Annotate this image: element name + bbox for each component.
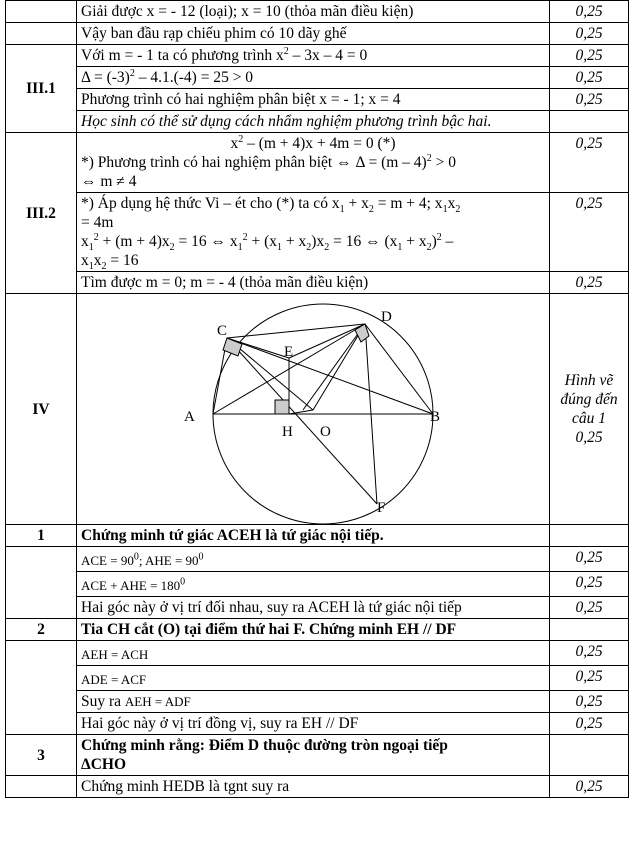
figure-note-3: câu 1 <box>571 410 606 427</box>
answer-text: Với m = - 1 ta có phương trình $x^2 - 3x - 4 = 0$ <box>77 45 550 67</box>
score: 0,25 <box>550 45 629 67</box>
table-row <box>6 133 629 193</box>
label-c: C <box>217 323 228 339</box>
question-number: 3 <box>6 735 77 776</box>
answer-text <box>77 193 550 272</box>
answer-text: Giải được x = - 12 (loại); x = 10 (thỏa mãn điều kiện) <box>77 1 550 23</box>
table-row <box>6 111 629 133</box>
label-h: H <box>282 424 293 440</box>
condition-result: ⇔ m ≠ 4 <box>81 173 137 190</box>
score <box>550 525 629 547</box>
table-row <box>6 641 629 666</box>
table-row <box>6 193 629 272</box>
answer-text: Tìm được m = 0; m = - 4 (thỏa mãn điều kiện) <box>77 272 550 294</box>
answer-text <box>77 133 550 193</box>
segment-cb <box>227 338 433 414</box>
vieta-line-2: = 4m <box>81 214 114 231</box>
figure-score <box>550 294 629 525</box>
table-row <box>6 572 629 597</box>
note-text: Học sinh có thể sử dụng cách nhẩm nghiệm phương trình bậc hai. <box>77 111 550 133</box>
section-cell <box>6 23 77 45</box>
table-row <box>6 713 629 735</box>
score: 0,25 <box>550 776 629 798</box>
score: 0,25 <box>550 713 629 735</box>
figure-note-2: đúng đến <box>560 391 618 408</box>
score: 0,25 <box>550 23 629 45</box>
score: 0,25 <box>550 691 629 713</box>
geometry-figure <box>77 294 547 524</box>
score: 0,25 <box>575 429 603 446</box>
answer-text: ACE + AHE = $180^0$ <box>77 572 550 597</box>
table-row <box>6 666 629 691</box>
right-angle-mark-h <box>275 400 289 414</box>
segment-do <box>313 324 365 410</box>
table-row <box>6 619 629 641</box>
label-a: A <box>184 409 195 425</box>
answer-text: ACE = $90^0$; AHE = $90^0$ <box>77 547 550 572</box>
score: 0,25 <box>550 547 629 572</box>
table-row <box>6 23 629 45</box>
label-o: O <box>320 424 331 440</box>
score: 0,25 <box>550 193 629 272</box>
answer-text: $\Delta = (-3)^2 - 4.1.(-4) = 25 > 0$ <box>77 67 550 89</box>
table-row <box>6 525 629 547</box>
score <box>550 619 629 641</box>
vieta-line: *) Áp dụng hệ thức Vi – ét cho (*) ta có $x_1 + x_2 = m + 4$; $x_1x_2$ <box>81 195 461 216</box>
score <box>550 111 629 133</box>
label-e: E <box>284 344 294 360</box>
section-label: III.2 <box>6 133 77 294</box>
section-cell <box>6 1 77 23</box>
table-row <box>6 547 629 572</box>
table-row <box>6 45 629 67</box>
score: 0,25 <box>550 272 629 294</box>
score: 0,25 <box>550 133 629 193</box>
answer-text: Chứng minh HEDB là tgnt suy ra <box>77 776 550 798</box>
answer-text: Suy ra AEH = ADF <box>77 691 550 713</box>
section-label: IV <box>6 294 77 525</box>
figure-cell <box>77 294 550 525</box>
section-label: III.1 <box>6 45 77 133</box>
score <box>550 735 629 776</box>
score: 0,25 <box>550 641 629 666</box>
question-title: Chứng minh tứ giác ACEH là tứ giác nội tiếp. <box>77 525 550 547</box>
answer-table <box>5 0 629 798</box>
question-number: 2 <box>6 619 77 641</box>
table-row <box>6 735 629 776</box>
segment-cf <box>227 338 377 504</box>
right-angle-mark-c <box>223 338 242 356</box>
transform-line-2: $x_1x_2 = 16$ <box>81 252 139 273</box>
score: 0,25 <box>550 572 629 597</box>
table-row <box>6 597 629 619</box>
figure-note-1: Hình vẽ <box>564 372 614 389</box>
score: 0,25 <box>550 597 629 619</box>
segment-dh <box>303 324 365 410</box>
label-f: F <box>377 500 386 516</box>
score: 0,25 <box>550 1 629 23</box>
label-b: B <box>430 409 441 425</box>
score: 0,25 <box>550 89 629 111</box>
table-row <box>6 272 629 294</box>
table-row <box>6 776 629 798</box>
section-cell <box>6 547 77 619</box>
transform-line: $x_1^2 + (m + 4)x_2 = 16$ ⇔ $x_1^2 + (x_1 + x_2)x_2 = 16$ ⇔ $(x_1 + x_2)^2$ – <box>81 231 454 254</box>
section-cell <box>6 776 77 798</box>
label-d: D <box>381 309 392 325</box>
question-number: 1 <box>6 525 77 547</box>
table-row <box>6 294 629 525</box>
table-row <box>6 89 629 111</box>
equation: $x^2 - (m + 4)x + 4m = 0$ (*) <box>230 133 396 152</box>
segment-db <box>365 324 433 414</box>
table-row <box>6 67 629 89</box>
segment-ed <box>289 324 365 358</box>
question-title: Chứng minh rằng: Điểm D thuộc đường tròn ngoại tiếp ΔCHO <box>77 735 550 776</box>
section-cell <box>6 641 77 735</box>
answer-text: Phương trình có hai nghiệm phân biệt x = - 1; x = 4 <box>77 89 550 111</box>
answer-text: ADE = ACF <box>77 666 550 691</box>
condition-line: *) Phương trình có hai nghiệm phân biệt ⇔ Δ = (m – 4)$^2$ > 0 <box>81 152 456 171</box>
table-row <box>6 1 629 23</box>
answer-text: Hai góc này ở vị trí đối nhau, suy ra ACEH là tứ giác nội tiếp <box>77 597 550 619</box>
score: 0,25 <box>550 666 629 691</box>
answer-text: AEH = ACH <box>77 641 550 666</box>
answer-text: Hai góc này ở vị trí đồng vị, suy ra EH // DF <box>77 713 550 735</box>
question-title: Tia CH cắt (O) tại điểm thứ hai F. Chứng minh EH // DF <box>77 619 550 641</box>
table-row <box>6 691 629 713</box>
score: 0,25 <box>550 67 629 89</box>
answer-text: Vậy ban đầu rạp chiếu phim có 10 dãy ghế <box>77 23 550 45</box>
